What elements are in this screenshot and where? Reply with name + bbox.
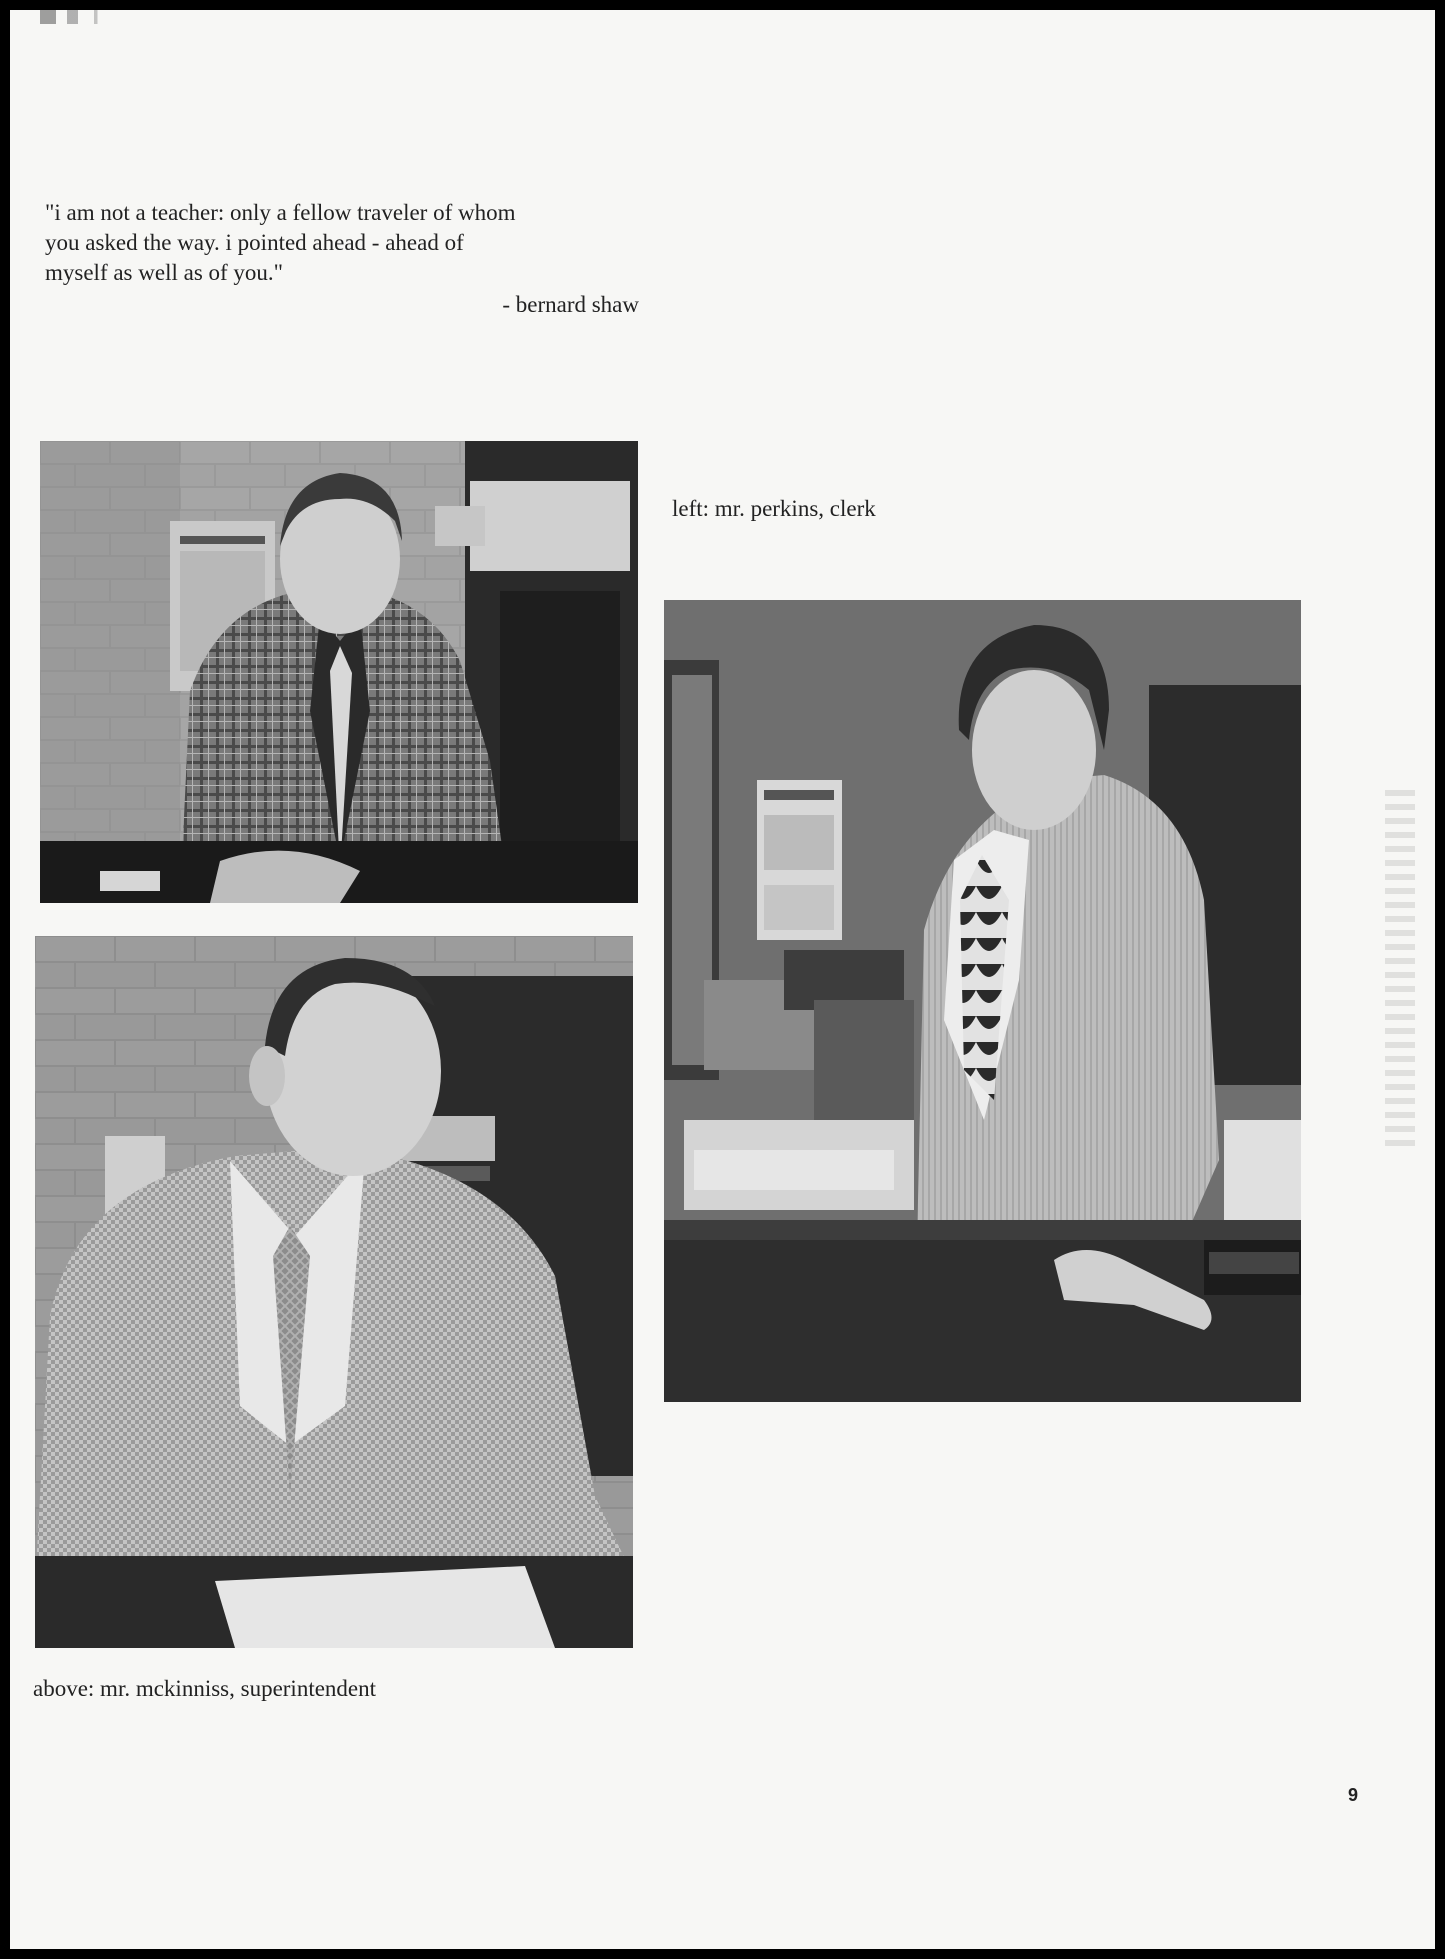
caption-left: left: mr. perkins, clerk bbox=[672, 496, 876, 521]
quote-line: myself as well as of you." bbox=[45, 260, 284, 285]
photo-man-checked-jacket bbox=[35, 936, 633, 1648]
quote-line: "i am not a teacher: only a fellow traveler of whom bbox=[45, 200, 516, 225]
quote-attribution: - bernard shaw bbox=[502, 292, 639, 317]
photo-man-at-counter bbox=[664, 600, 1301, 1402]
page-number: 9 bbox=[1348, 1785, 1359, 1805]
quote-block bbox=[45, 198, 645, 288]
photo-man-plaid-jacket bbox=[40, 441, 638, 903]
scan-artifact bbox=[40, 10, 130, 24]
scan-smudge bbox=[1385, 790, 1415, 1150]
caption-above: above: mr. mckinniss, superintendent bbox=[33, 1676, 377, 1701]
quote-line: you asked the way. i pointed ahead - ahead of bbox=[45, 230, 464, 255]
